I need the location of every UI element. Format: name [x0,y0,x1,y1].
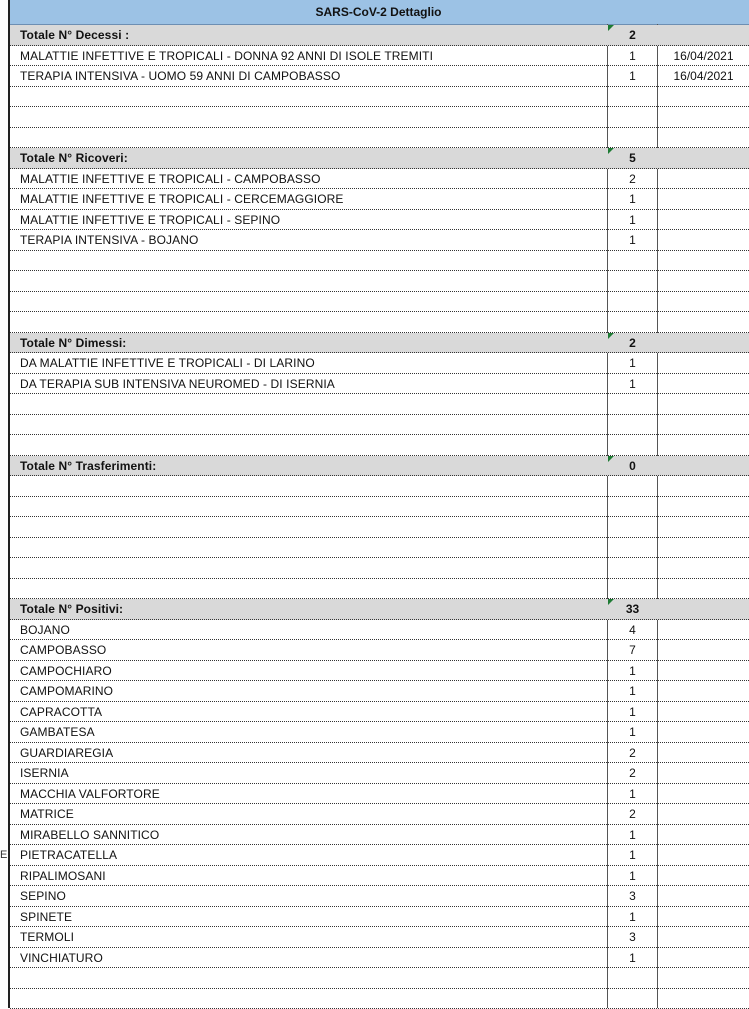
empty-row[interactable] [10,292,749,313]
section-header-row[interactable] [10,456,749,477]
row-count-cell[interactable]: 2 [608,746,657,760]
row-count-cell[interactable]: 2 [608,336,657,350]
empty-row[interactable] [10,312,749,333]
row-count-cell[interactable]: 33 [608,602,657,616]
row-count-cell[interactable]: 1 [608,684,657,698]
row-label-cell[interactable]: MATRICE [20,807,74,821]
row-label-cell[interactable]: PIETRACATELLA [20,848,117,862]
row-count-cell[interactable]: 2 [608,28,657,42]
row-label-cell[interactable]: RIPALIMOSANI [20,869,106,883]
row-label-cell[interactable]: ISERNIA [20,766,69,780]
row-label-cell[interactable]: TERMOLI [20,930,74,944]
table-row[interactable] [10,743,749,764]
comment-indicator-icon [608,456,614,462]
row-count-cell[interactable]: 1 [608,192,657,206]
comment-indicator-icon [608,333,614,339]
row-label-cell[interactable]: BOJANO [20,623,70,637]
comment-indicator-icon [608,25,614,31]
table-row[interactable] [10,620,749,641]
row-label-cell[interactable]: DA TERAPIA SUB INTENSIVA NEUROMED - DI ISERNIA [20,377,335,391]
row-count-cell[interactable]: 1 [608,69,657,83]
table-row[interactable] [10,681,749,702]
row-count-cell[interactable]: 2 [608,172,657,186]
table-row[interactable] [10,189,749,210]
row-count-cell[interactable]: 1 [608,787,657,801]
row-date-cell[interactable]: 16/04/2021 [658,49,749,63]
row-label-cell[interactable]: GAMBATESA [20,725,95,739]
empty-row[interactable] [10,271,749,292]
empty-row[interactable] [10,989,749,1009]
table-row[interactable] [10,845,749,866]
row-label-cell[interactable]: CAPRACOTTA [20,705,102,719]
table-row[interactable] [10,825,749,846]
row-count-cell[interactable]: 1 [608,848,657,862]
row-label-cell[interactable]: MALATTIE INFETTIVE E TROPICALI - CAMPOBASSO [20,172,321,186]
table-row[interactable] [10,886,749,907]
row-count-cell[interactable]: 1 [608,910,657,924]
empty-row[interactable] [10,415,749,436]
row-count-cell[interactable]: 2 [608,766,657,780]
table-row[interactable] [10,169,749,190]
empty-row[interactable] [10,435,749,456]
empty-row[interactable] [10,968,749,989]
row-count-cell[interactable]: 3 [608,930,657,944]
section-header-row[interactable] [10,25,749,46]
table-row[interactable] [10,353,749,374]
empty-row[interactable] [10,394,749,415]
table-row[interactable] [10,230,749,251]
row-label-cell[interactable]: GUARDIAREGIA [20,746,113,760]
table-row[interactable] [10,927,749,948]
table-row[interactable] [10,907,749,928]
comment-indicator-icon [608,599,614,605]
table-row[interactable] [10,66,749,87]
row-count-cell[interactable]: 1 [608,664,657,678]
row-label-cell[interactable]: MALATTIE INFETTIVE E TROPICALI - CERCEMAGGIORE [20,192,344,206]
row-count-cell[interactable]: 1 [608,828,657,842]
row-count-cell[interactable]: 5 [608,151,657,165]
row-label-cell[interactable]: Totale N° Trasferimenti: [20,459,156,473]
row-count-cell[interactable]: 1 [608,356,657,370]
row-label-cell[interactable]: CAMPOCHIARO [20,664,112,678]
row-count-cell[interactable]: 1 [608,377,657,391]
empty-row[interactable] [10,497,749,518]
row-label-cell[interactable]: DA MALATTIE INFETTIVE E TROPICALI - DI LARINO [20,356,315,370]
table-row[interactable] [10,763,749,784]
row-label-cell[interactable]: TERAPIA INTENSIVA - UOMO 59 ANNI DI CAMPOBASSO [20,69,340,83]
table-row[interactable] [10,784,749,805]
empty-row[interactable] [10,87,749,108]
table-row[interactable] [10,948,749,969]
row-label-cell[interactable]: CAMPOMARINO [20,684,113,698]
empty-row[interactable] [10,476,749,497]
row-count-cell[interactable]: 1 [608,49,657,63]
row-count-cell[interactable]: 1 [608,951,657,965]
section-header-row[interactable] [10,599,749,620]
table-row[interactable] [10,722,749,743]
left-edge-fragment: E [0,849,7,861]
row-label-cell[interactable]: MIRABELLO SANNITICO [20,828,159,842]
row-count-cell[interactable]: 1 [608,233,657,247]
row-label-cell[interactable]: Totale N° Ricoveri: [20,151,128,165]
row-label-cell[interactable]: SPINETE [20,910,72,924]
comment-indicator-icon [608,148,614,154]
table-row[interactable] [10,866,749,887]
row-label-cell[interactable]: MALATTIE INFETTIVE E TROPICALI - DONNA 92 ANNI DI ISOLE TREMITI [20,49,433,63]
table-row[interactable] [10,804,749,825]
row-date-cell[interactable]: 16/04/2021 [658,69,749,83]
empty-row[interactable] [10,538,749,559]
row-count-cell[interactable]: 1 [608,705,657,719]
row-count-cell[interactable]: 0 [608,459,657,473]
row-count-cell[interactable]: 7 [608,643,657,657]
row-label-cell[interactable]: TERAPIA INTENSIVA - BOJANO [20,233,198,247]
row-label-cell[interactable]: SEPINO [20,889,66,903]
row-count-cell[interactable]: 2 [608,807,657,821]
section-header-row[interactable] [10,333,749,354]
table-row[interactable] [10,210,749,231]
row-count-cell[interactable]: 1 [608,869,657,883]
sheet-title-bar [8,0,749,25]
empty-row[interactable] [10,558,749,579]
table-row[interactable] [10,640,749,661]
row-label-cell[interactable]: Totale N° Decessi : [20,28,129,42]
row-label-cell[interactable]: VINCHIATURO [20,951,103,965]
table-row[interactable] [10,661,749,682]
row-label-cell[interactable]: MACCHIA VALFORTORE [20,787,160,801]
row-label-cell[interactable]: Totale N° Positivi: [20,602,123,616]
sheet-title: SARS-CoV-2 Dettaglio [315,5,441,19]
table-row[interactable] [10,46,749,67]
empty-row[interactable] [10,128,749,149]
empty-row[interactable] [10,579,749,600]
section-header-row[interactable] [10,148,749,169]
row-label-cell[interactable]: CAMPOBASSO [20,643,106,657]
table-row[interactable] [10,374,749,395]
row-count-cell[interactable]: 1 [608,725,657,739]
empty-row[interactable] [10,251,749,272]
row-count-cell[interactable]: 1 [608,213,657,227]
row-label-cell[interactable]: Totale N° Dimessi: [20,336,126,350]
row-count-cell[interactable]: 3 [608,889,657,903]
row-count-cell[interactable]: 4 [608,623,657,637]
empty-row[interactable] [10,517,749,538]
table-row[interactable] [10,702,749,723]
empty-row[interactable] [10,107,749,128]
row-label-cell[interactable]: MALATTIE INFETTIVE E TROPICALI - SEPINO [20,213,280,227]
